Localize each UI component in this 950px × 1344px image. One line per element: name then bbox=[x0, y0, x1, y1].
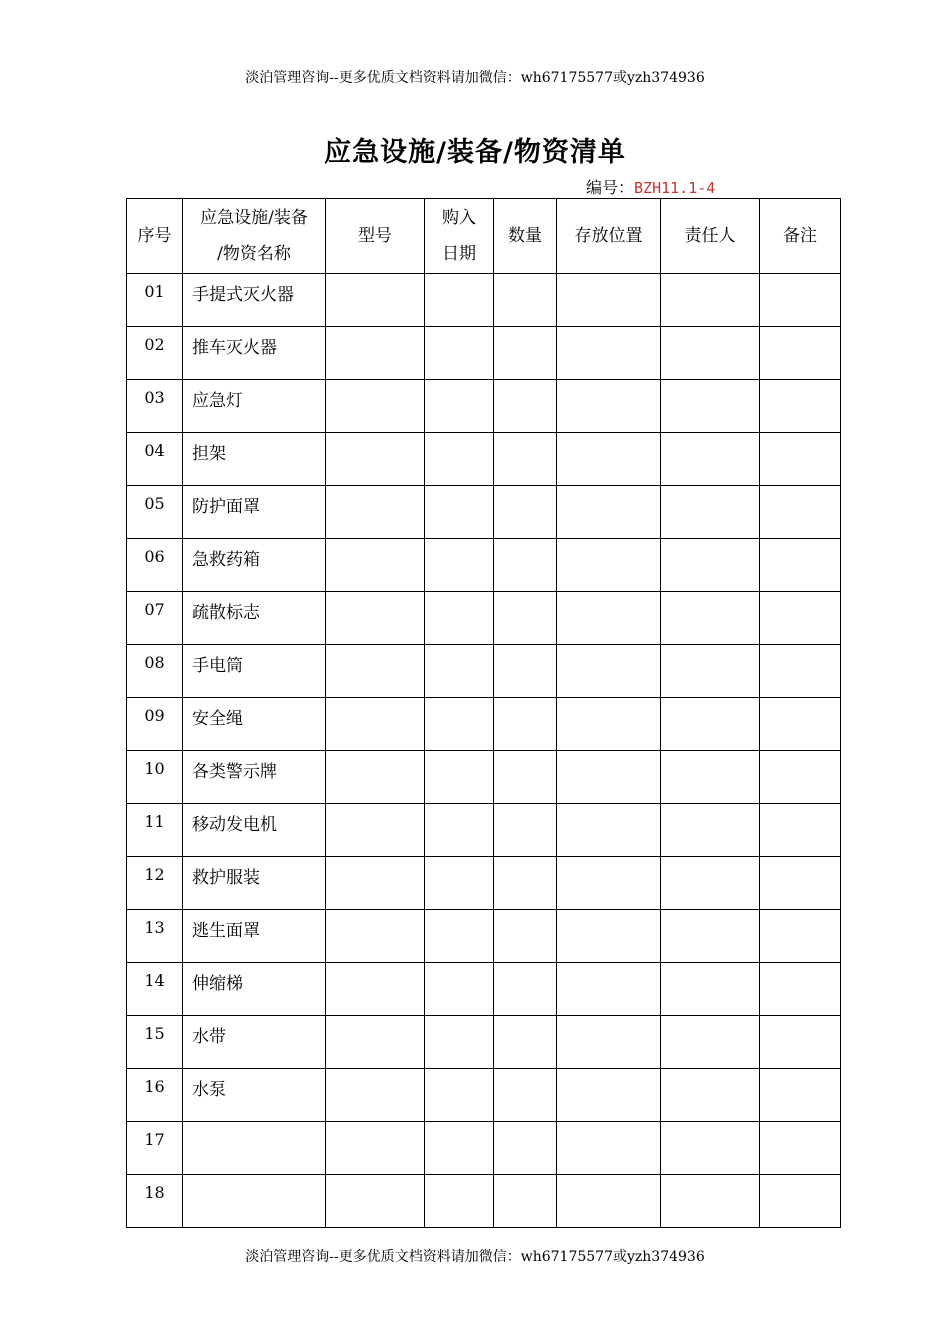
row-model bbox=[326, 804, 425, 857]
row-purchase-date bbox=[425, 380, 494, 433]
row-responsible bbox=[661, 433, 760, 486]
row-quantity bbox=[494, 592, 557, 645]
table-row bbox=[127, 698, 841, 751]
row-location bbox=[557, 751, 661, 804]
row-item-name: 防护面罩 bbox=[183, 486, 326, 539]
table-header-row bbox=[127, 199, 841, 274]
row-number: 10 bbox=[127, 751, 183, 804]
row-model bbox=[326, 1016, 425, 1069]
row-remarks bbox=[760, 963, 841, 1016]
row-purchase-date bbox=[425, 804, 494, 857]
row-number: 16 bbox=[127, 1069, 183, 1122]
row-remarks bbox=[760, 1069, 841, 1122]
row-responsible bbox=[661, 539, 760, 592]
row-model bbox=[326, 380, 425, 433]
row-purchase-date bbox=[425, 963, 494, 1016]
row-model bbox=[326, 1122, 425, 1175]
row-item-name: 水泵 bbox=[183, 1069, 326, 1122]
row-purchase-date bbox=[425, 910, 494, 963]
column-header-date-line2: 日期 bbox=[442, 244, 476, 264]
row-location bbox=[557, 910, 661, 963]
row-item-name: 疏散标志 bbox=[183, 592, 326, 645]
row-location bbox=[557, 486, 661, 539]
row-quantity bbox=[494, 1016, 557, 1069]
row-number: 12 bbox=[127, 857, 183, 910]
row-responsible bbox=[661, 274, 760, 327]
row-purchase-date bbox=[425, 1069, 494, 1122]
row-model bbox=[326, 910, 425, 963]
row-quantity bbox=[494, 1122, 557, 1175]
row-number: 18 bbox=[127, 1175, 183, 1228]
row-item-name: 水带 bbox=[183, 1016, 326, 1069]
row-purchase-date bbox=[425, 592, 494, 645]
row-remarks bbox=[760, 486, 841, 539]
row-model bbox=[326, 1175, 425, 1228]
row-quantity bbox=[494, 698, 557, 751]
row-item-name: 逃生面罩 bbox=[183, 910, 326, 963]
row-location bbox=[557, 804, 661, 857]
emergency-equipment-table bbox=[126, 198, 841, 1228]
row-remarks bbox=[760, 539, 841, 592]
row-remarks bbox=[760, 380, 841, 433]
row-location bbox=[557, 380, 661, 433]
column-header-location: 存放位置 bbox=[557, 199, 661, 274]
table-row bbox=[127, 380, 841, 433]
row-quantity bbox=[494, 1069, 557, 1122]
row-quantity bbox=[494, 857, 557, 910]
table-row bbox=[127, 539, 841, 592]
row-remarks bbox=[760, 1122, 841, 1175]
column-header-purchase-date bbox=[425, 199, 494, 274]
row-remarks bbox=[760, 1175, 841, 1228]
row-location bbox=[557, 698, 661, 751]
row-responsible bbox=[661, 1122, 760, 1175]
row-item-name: 手提式灭火器 bbox=[183, 274, 326, 327]
row-quantity bbox=[494, 910, 557, 963]
row-quantity bbox=[494, 327, 557, 380]
row-number: 11 bbox=[127, 804, 183, 857]
row-number: 07 bbox=[127, 592, 183, 645]
row-item-name: 伸缩梯 bbox=[183, 963, 326, 1016]
table-row bbox=[127, 274, 841, 327]
row-responsible bbox=[661, 486, 760, 539]
row-responsible bbox=[661, 751, 760, 804]
row-remarks bbox=[760, 698, 841, 751]
row-quantity bbox=[494, 751, 557, 804]
table-row bbox=[127, 327, 841, 380]
document-title: 应急设施/装备/物资清单 bbox=[324, 137, 626, 168]
row-quantity bbox=[494, 539, 557, 592]
row-number: 05 bbox=[127, 486, 183, 539]
row-model bbox=[326, 645, 425, 698]
table-row bbox=[127, 910, 841, 963]
row-model bbox=[326, 592, 425, 645]
row-number: 09 bbox=[127, 698, 183, 751]
document-number-label: 编号： bbox=[586, 178, 635, 197]
row-model bbox=[326, 1069, 425, 1122]
row-quantity bbox=[494, 645, 557, 698]
row-remarks bbox=[760, 804, 841, 857]
row-item-name bbox=[183, 1122, 326, 1175]
row-quantity bbox=[494, 433, 557, 486]
row-location bbox=[557, 327, 661, 380]
row-item-name: 移动发电机 bbox=[183, 804, 326, 857]
row-purchase-date bbox=[425, 698, 494, 751]
row-item-name: 安全绳 bbox=[183, 698, 326, 751]
row-location bbox=[557, 1069, 661, 1122]
row-location bbox=[557, 1175, 661, 1228]
row-quantity bbox=[494, 963, 557, 1016]
column-header-quantity: 数量 bbox=[494, 199, 557, 274]
row-number: 02 bbox=[127, 327, 183, 380]
row-remarks bbox=[760, 910, 841, 963]
row-remarks bbox=[760, 751, 841, 804]
column-header-no: 序号 bbox=[127, 199, 183, 274]
row-item-name: 应急灯 bbox=[183, 380, 326, 433]
column-header-remarks: 备注 bbox=[760, 199, 841, 274]
row-responsible bbox=[661, 963, 760, 1016]
row-responsible bbox=[661, 380, 760, 433]
row-item-name bbox=[183, 1175, 326, 1228]
row-purchase-date bbox=[425, 327, 494, 380]
column-header-model: 型号 bbox=[326, 199, 425, 274]
row-quantity bbox=[494, 274, 557, 327]
row-location bbox=[557, 857, 661, 910]
table-row bbox=[127, 645, 841, 698]
row-item-name: 各类警示牌 bbox=[183, 751, 326, 804]
row-item-name: 手电筒 bbox=[183, 645, 326, 698]
table-row bbox=[127, 1016, 841, 1069]
row-remarks bbox=[760, 327, 841, 380]
row-responsible bbox=[661, 857, 760, 910]
row-responsible bbox=[661, 1069, 760, 1122]
row-remarks bbox=[760, 592, 841, 645]
row-number: 04 bbox=[127, 433, 183, 486]
row-responsible bbox=[661, 645, 760, 698]
row-purchase-date bbox=[425, 857, 494, 910]
column-header-name bbox=[183, 199, 326, 274]
row-model bbox=[326, 857, 425, 910]
row-location bbox=[557, 433, 661, 486]
row-location bbox=[557, 1122, 661, 1175]
column-header-name-line1: 应急设施/装备 bbox=[200, 208, 308, 228]
row-item-name: 担架 bbox=[183, 433, 326, 486]
row-purchase-date bbox=[425, 751, 494, 804]
table-row bbox=[127, 1175, 841, 1228]
row-number: 15 bbox=[127, 1016, 183, 1069]
row-purchase-date bbox=[425, 486, 494, 539]
row-model bbox=[326, 698, 425, 751]
row-item-name: 急救药箱 bbox=[183, 539, 326, 592]
page-footer: 淡泊管理咨询--更多优质文档资料请加微信：wh67175577或yzh374936 bbox=[245, 1249, 705, 1265]
row-location bbox=[557, 963, 661, 1016]
row-number: 06 bbox=[127, 539, 183, 592]
table-row bbox=[127, 804, 841, 857]
document-number bbox=[586, 175, 715, 198]
row-location bbox=[557, 645, 661, 698]
row-model bbox=[326, 751, 425, 804]
row-remarks bbox=[760, 274, 841, 327]
row-location bbox=[557, 274, 661, 327]
table-row bbox=[127, 857, 841, 910]
table-row bbox=[127, 486, 841, 539]
row-purchase-date bbox=[425, 1175, 494, 1228]
row-purchase-date bbox=[425, 1016, 494, 1069]
document-number-value: BZH11.1-4 bbox=[634, 179, 716, 197]
row-quantity bbox=[494, 804, 557, 857]
row-model bbox=[326, 274, 425, 327]
row-remarks bbox=[760, 1016, 841, 1069]
column-header-name-line2: /物资名称 bbox=[217, 244, 291, 264]
row-purchase-date bbox=[425, 433, 494, 486]
row-location bbox=[557, 1016, 661, 1069]
column-header-date-line1: 购入 bbox=[442, 208, 476, 228]
row-model bbox=[326, 327, 425, 380]
row-location bbox=[557, 592, 661, 645]
row-model bbox=[326, 486, 425, 539]
row-responsible bbox=[661, 910, 760, 963]
table-row bbox=[127, 1069, 841, 1122]
row-remarks bbox=[760, 433, 841, 486]
row-number: 13 bbox=[127, 910, 183, 963]
row-purchase-date bbox=[425, 1122, 494, 1175]
row-item-name: 救护服装 bbox=[183, 857, 326, 910]
row-number: 01 bbox=[127, 274, 183, 327]
row-remarks bbox=[760, 857, 841, 910]
row-quantity bbox=[494, 1175, 557, 1228]
table-row bbox=[127, 1122, 841, 1175]
row-purchase-date bbox=[425, 645, 494, 698]
row-number: 14 bbox=[127, 963, 183, 1016]
row-quantity bbox=[494, 486, 557, 539]
row-responsible bbox=[661, 698, 760, 751]
row-responsible bbox=[661, 1175, 760, 1228]
page-header: 淡泊管理咨询--更多优质文档资料请加微信：wh67175577或yzh374936 bbox=[245, 70, 705, 86]
row-model bbox=[326, 963, 425, 1016]
row-model bbox=[326, 539, 425, 592]
row-responsible bbox=[661, 327, 760, 380]
row-quantity bbox=[494, 380, 557, 433]
table-row bbox=[127, 751, 841, 804]
row-number: 03 bbox=[127, 380, 183, 433]
row-model bbox=[326, 433, 425, 486]
row-responsible bbox=[661, 592, 760, 645]
row-location bbox=[557, 539, 661, 592]
row-purchase-date bbox=[425, 274, 494, 327]
row-item-name: 推车灭火器 bbox=[183, 327, 326, 380]
row-purchase-date bbox=[425, 539, 494, 592]
table-row bbox=[127, 433, 841, 486]
table-row bbox=[127, 592, 841, 645]
column-header-responsible: 责任人 bbox=[661, 199, 760, 274]
row-responsible bbox=[661, 1016, 760, 1069]
row-number: 08 bbox=[127, 645, 183, 698]
row-remarks bbox=[760, 645, 841, 698]
row-number: 17 bbox=[127, 1122, 183, 1175]
table-row bbox=[127, 963, 841, 1016]
row-responsible bbox=[661, 804, 760, 857]
